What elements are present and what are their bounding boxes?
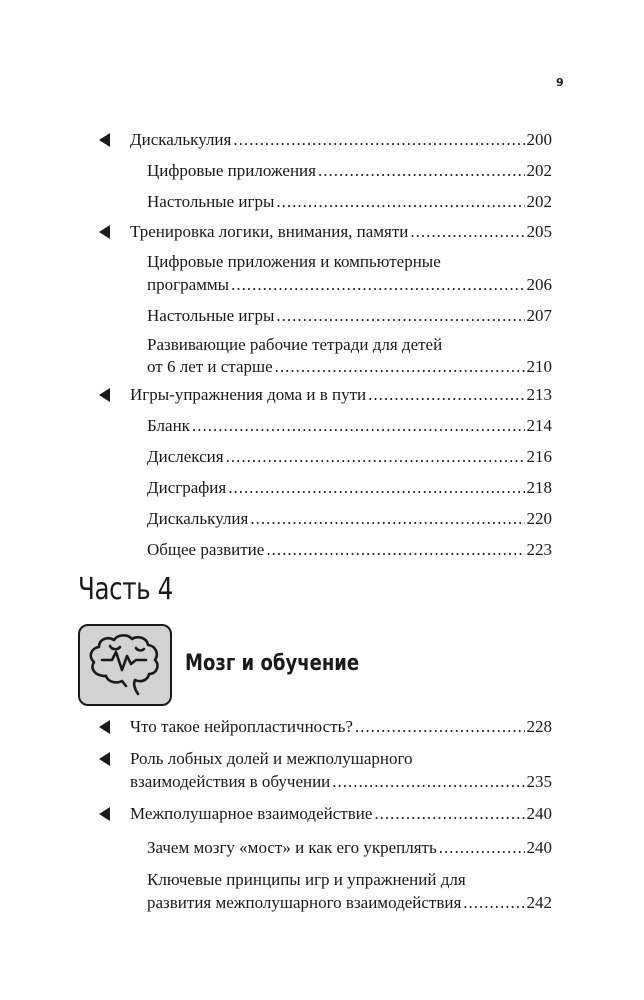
triangle-bullet-icon: [99, 388, 110, 402]
toc-entry-page: 210: [526, 357, 552, 376]
toc-entry-page: 207: [526, 306, 552, 325]
triangle-bullet-icon: [99, 133, 110, 147]
leader-dots: [318, 160, 525, 182]
leader-dots: [276, 191, 524, 213]
toc-entry-page: 214: [526, 416, 552, 435]
toc-entry-title-line1: Развивающие рабочие тетради для детей: [147, 335, 443, 354]
part-heading: Часть 4: [78, 572, 173, 607]
leader-dots: [439, 837, 525, 859]
brain-icon: [80, 626, 170, 704]
toc-entry-page: 205: [526, 222, 552, 241]
toc-entry-title: Что такое нейропластичность?: [130, 717, 353, 736]
triangle-bullet-icon: [99, 225, 110, 239]
toc-entry-page: 240: [526, 804, 552, 823]
toc-entry-title: Дискалькулия: [130, 130, 232, 149]
toc-entry-title-line1: Ключевые принципы игр и упражнений для: [147, 870, 466, 889]
toc-entry-title: Бланк: [147, 416, 190, 435]
triangle-bullet-icon: [99, 752, 110, 766]
toc-entry-title: Дискалькулия: [147, 509, 249, 528]
toc-entry-page: 200: [526, 130, 552, 149]
toc-entry-page: 202: [526, 161, 552, 180]
toc-entry-title: Цифровые приложения: [147, 161, 316, 180]
toc-entry-page: 220: [526, 509, 552, 528]
toc-entry-title: от 6 лет и старше: [147, 357, 273, 376]
toc-entry-title-line1: Роль лобных долей и межполушарного: [130, 749, 413, 768]
chapter-title: Мозг и обучение: [185, 651, 360, 676]
page-number: 9: [556, 76, 564, 89]
toc-entry-title: Настольные игры: [147, 192, 275, 211]
toc-entry-page: 218: [526, 478, 552, 497]
leader-dots: [275, 356, 525, 378]
toc-entry-title-line1: Цифровые приложения и компьютерные: [147, 252, 441, 271]
toc-entry-page: 206: [526, 275, 552, 294]
toc-entry-title: Дисграфия: [147, 478, 227, 497]
toc-entry-page: 216: [526, 447, 552, 466]
leader-dots: [332, 771, 524, 793]
toc-entry-title: Игры-упражнения дома и в пути: [130, 385, 367, 404]
toc-entry-title: Зачем мозгу «мост» и как его укреплять: [147, 838, 437, 857]
toc-entry-title: развития межполушарного взаимодействия: [147, 893, 462, 912]
leader-dots: [355, 716, 525, 738]
leader-dots: [231, 274, 524, 296]
leader-dots: [368, 384, 524, 406]
toc-entry-page: 242: [526, 893, 552, 912]
leader-dots: [374, 803, 524, 825]
toc-entry-title: Межполушарное взаимодействие: [130, 804, 373, 823]
triangle-bullet-icon: [99, 807, 110, 821]
leader-dots: [266, 539, 524, 561]
leader-dots: [228, 477, 524, 499]
toc-entry-title: Настольные игры: [147, 306, 275, 325]
toc-entry-page: 213: [526, 385, 552, 404]
toc-entry-page: 235: [526, 772, 552, 791]
toc-entry-title: программы: [147, 275, 230, 294]
leader-dots: [276, 305, 524, 327]
toc-entry-page: 240: [526, 838, 552, 857]
leader-dots: [250, 508, 524, 530]
toc-entry-title: Дислексия: [147, 447, 224, 466]
leader-dots: [410, 221, 524, 243]
leader-dots: [192, 415, 525, 437]
toc-entry-title: взаимодействия в обучении: [130, 772, 331, 791]
triangle-bullet-icon: [99, 720, 110, 734]
toc-entry-page: 228: [526, 717, 552, 736]
leader-dots: [463, 892, 524, 914]
leader-dots: [226, 446, 525, 468]
leader-dots: [233, 129, 524, 151]
toc-entry-page: 223: [526, 540, 552, 559]
toc-entry-page: 202: [526, 192, 552, 211]
chapter-icon-box: [78, 624, 172, 706]
toc-entry-title: Тренировка логики, внимания, памяти: [130, 222, 409, 241]
toc-entry-title: Общее развитие: [147, 540, 265, 559]
